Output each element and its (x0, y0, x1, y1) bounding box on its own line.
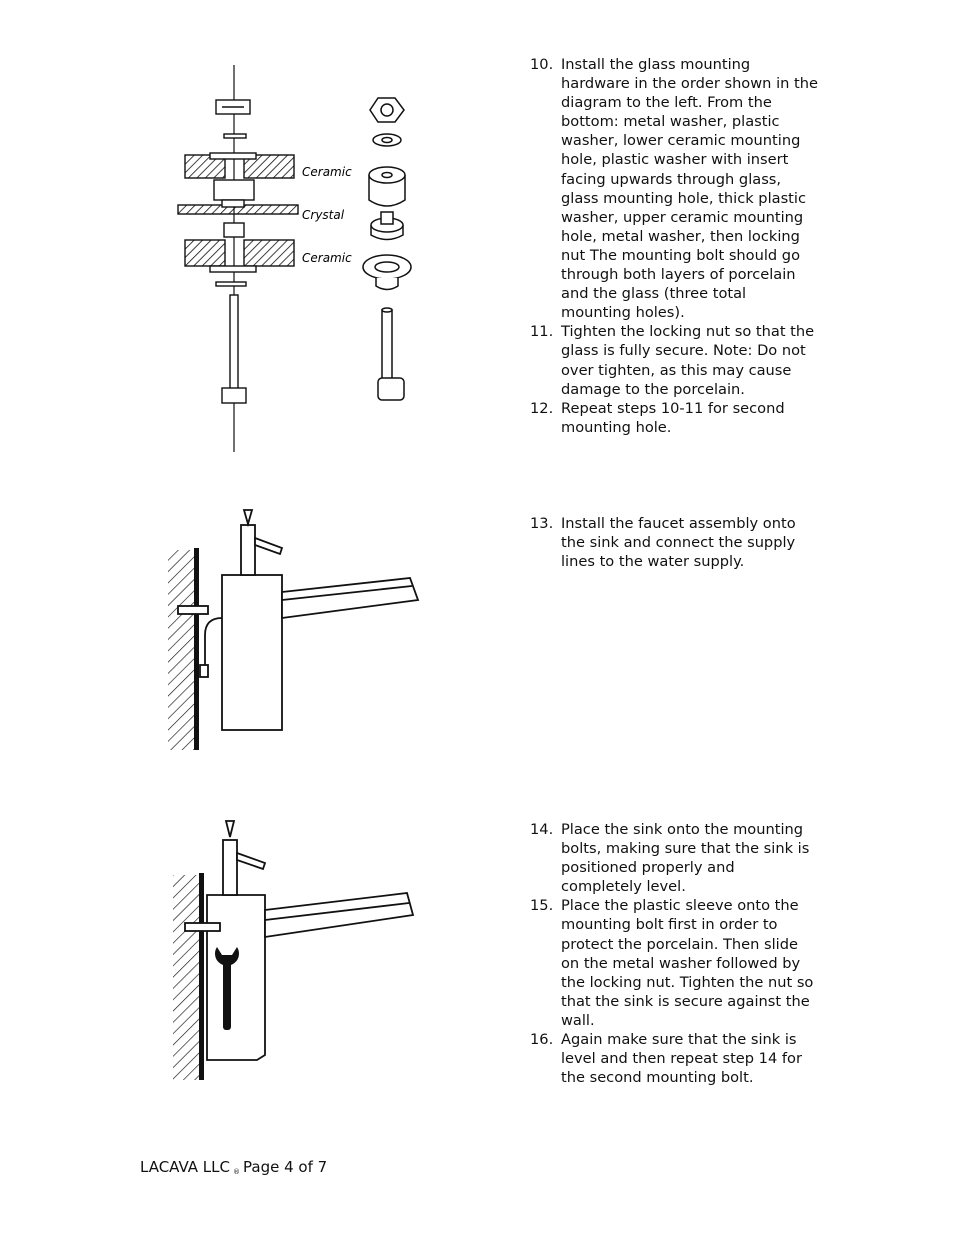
faucet (241, 525, 255, 575)
steps-section-1 (530, 55, 820, 437)
mounting-hardware-diagram (170, 60, 430, 455)
registered-mark: ® (233, 1168, 240, 1176)
faucet-handle (244, 510, 252, 524)
sink-mounting-diagram (165, 815, 425, 1085)
faucet (223, 840, 237, 895)
label-ceramic-top: Ceramic (302, 165, 352, 179)
wall-plate (194, 548, 199, 750)
faucet-spout (237, 853, 265, 869)
wall (168, 550, 194, 750)
step-12: 12. Repeat steps 10-11 for second mounting hole. (530, 399, 785, 436)
sink-basin (265, 893, 413, 937)
mounting-bolt (382, 310, 392, 380)
steps-section-3 (530, 820, 820, 1087)
label-crystal: Crystal (302, 208, 345, 222)
steps-section-2 (530, 514, 820, 571)
step-13: 13. Install the faucet assembly onto the sink and connect the supply lines to the water supply. (530, 515, 796, 571)
step-16: 16. Again make sure that the sink is level and then repeat step 14 for the second mounting bolt. (530, 1031, 802, 1087)
step-11: 11. Tighten the locking nut so that the glass is fully secure. Note: Do not over tighten, as this may cause damage to the porcelain. (530, 323, 815, 398)
step-14: 14. Place the sink onto the mounting bolts, making sure that the sink is positioned properly and completely level. (530, 821, 810, 896)
label-ceramic-bottom: Ceramic (302, 251, 352, 265)
page-footer (140, 1158, 327, 1176)
step-10: 10. Install the glass mounting hardware in the order shown in the diagram to the left. From the bottom: metal washer, plastic washer, lower ceramic mounting hole, plastic washer with insert facing upwards through glass, glass mounting hole, thick plastic washer, upper ceramic mounting hole, metal washer, then locking nut The mounting bolt should go through both layers of porcelain and the glass (three total mounting holes). (530, 56, 818, 322)
wall (173, 875, 199, 1080)
faucet-assembly-diagram (160, 500, 430, 755)
page-number: Page 4 of 7 (243, 1158, 328, 1176)
sink-body (222, 575, 282, 730)
wall-plate (199, 873, 204, 1080)
sink-body (207, 895, 265, 1060)
hardware-parts (363, 98, 411, 400)
exploded-assembly (178, 65, 298, 452)
step-15: 15. Place the plastic sleeve onto the mounting bolt first in order to protect the porcelain. Then slide on the metal washer followed by the locking nut. Tighten the nut so that the sink is secure against the wall. (530, 897, 814, 1029)
company-name: LACAVA LLC (140, 1158, 230, 1176)
faucet-spout (255, 538, 282, 554)
faucet-handle (226, 821, 234, 837)
